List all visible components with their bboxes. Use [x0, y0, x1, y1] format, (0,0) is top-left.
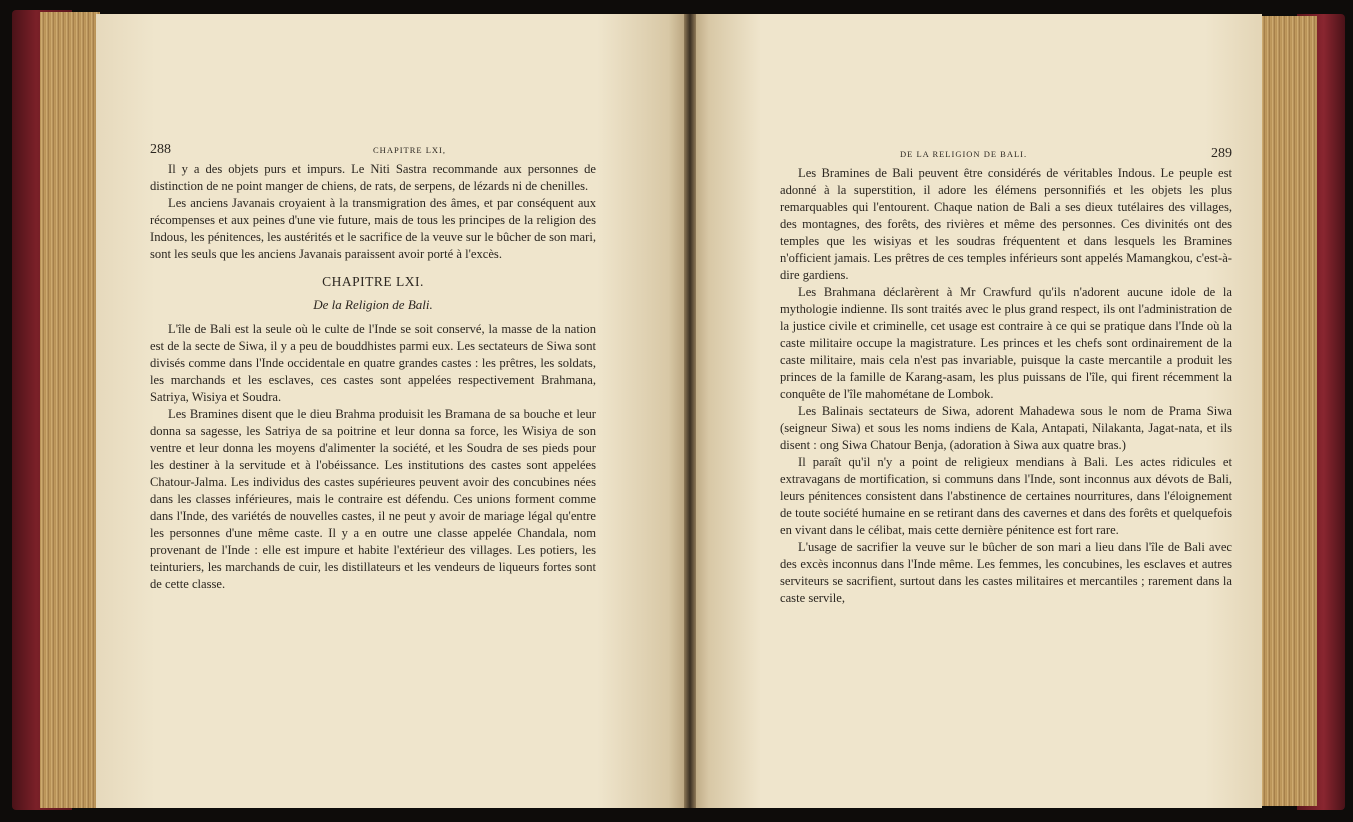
paragraph: Les Balinais sectateurs de Siwa, adorent Mahadewa sous le nom de Prama Siwa (seigneur Siwa) et sous les noms indiens de Kala, Antapati, Nilakanta, Jagat-nata, et ils disent : ong Siwa Chatour Benja, (adoration à Siwa aux quatre bras.) — [780, 404, 1232, 452]
chapter-subtitle: De la Religion de Bali. — [313, 297, 433, 312]
paragraph: Les anciens Javanais croyaient à la transmigration des âmes, et par conséquent aux récompenses et aux peines d'une vie future, mais de tous les principes de la religion des Indous, les pénitences, les austérités et le sacrifice de la veuve sur le bûcher de son mari, sont les seuls que les anciens Javanais paraissent avoir porté à l'excès. — [150, 196, 596, 261]
paragraph: Il paraît qu'il n'y a point de religieux mendians à Bali. Les actes ridicules et extravagans de mortification, si communs dans l'Inde, sont inconnus aux dévots de Bali, leurs pénitences consistent dans l'abstinence de certaines nourritures, dans l'éloignement de toute société humaine en se retirant dans des cavernes et dans des forêts et quelquefois en vivant dans le célibat, mais cette dernière pénitence est fort rare. — [780, 455, 1232, 537]
page-number-right: 289 — [1211, 146, 1232, 161]
right-running-header — [780, 145, 1232, 165]
book-gutter — [684, 14, 696, 808]
chapter-title: CHAPITRE LXI. — [322, 274, 424, 289]
paragraph: Les Bramines de Bali peuvent être considérés de véritables Indous. Le peuple est adonné à la superstition, il adore les élémens personnifiés et les objets les plus remarquables qui l'entourent. Chaque nation de Bali a ses dieux tutélaires des villages, des montagnes, des forêts, des rivières et même des personnes. Ces divinités ont des temples que les wisiyas et les soudras fréquentent et dans lesquels les Bramines n'officient jamais. Les prêtres de ces temples inférieurs sont appelés Mamangkou, c'est-à-dire gardiens. — [780, 166, 1232, 282]
paragraph: L'île de Bali est la seule où le culte de l'Inde se soit conservé, la masse de la nation est de la secte de Siwa, il y a peu de bouddhistes parmi eux. Les sectateurs de Siwa sont divisés comme dans l'Inde occidentale en quatre grandes castes : les prêtres, les soldats, les marchands et les esclaves, ces castes sont appelées respectivement Brahmana, Satriya, Wisiya et Soudra. — [150, 322, 596, 404]
paragraph: L'usage de sacrifier la veuve sur le bûcher de son mari a lieu dans l'île de Bali avec des excès inconnus dans l'Inde même. Les femmes, les concubines, les esclaves et autres serviteurs se sacrifient, surtout dans les castes militaires et mercantiles ; rarement dans la caste servile, — [780, 540, 1232, 605]
left-running-header — [150, 141, 596, 161]
left-page-edges — [40, 12, 100, 808]
right-page-edges — [1261, 16, 1317, 806]
paragraph: Il y a des objets purs et impurs. Le Niti Sastra recommande aux personnes de distinction de ne point manger de chiens, de rats, de serpens, de lézards ni de chenilles. — [150, 162, 596, 193]
left-page-text — [150, 141, 596, 593]
paragraph: Les Bramines disent que le dieu Brahma produisit les Bramana de sa bouche et leur donna sa sagesse, les Satriya de sa poitrine et leur donna sa force, les Wisiya de son ventre et leur donna les moyens d'alimenter la société, et les Soudra de ses pieds pour les destiner à la servitude et à l'obéissance. Les institutions des castes sont appelées Chatour-Jalma. Les individus des castes supérieures peuvent avoir des concubines nées dans les classes inférieures, mais le contraire est défendu. Ces unions forment comme dans l'Inde, des variétés de nouvelles castes, il ne peut y avoir de mariage légal qu'entre les personnes d'une même caste. Il y a en outre une classe appelée Chandala, nom provenant de l'Inde : elle est impure et habite l'extérieur des villages. Les potiers, les teinturiers, les marchands de cuir, les distillateurs et les vendeurs de liqueurs fortes sont de cette classe. — [150, 407, 596, 591]
running-head-left: CHAPITRE LXI, — [373, 145, 446, 155]
paragraph: Les Brahmana déclarèrent à Mr Crawfurd qu'ils n'adorent aucune idole de la mythologie indienne. Ils sont traités avec le plus grand respect, ils ont l'administration de la justice civile et criminelle, cet usage est contraire à ce qui se pratique dans l'Inde où la caste militaire occupe la magistrature. Les princes et les chefs sont ordinairement de la caste militaire, mais cela n'est pas invariable, puisque la caste mercantile a produit les princes de la famille de Karang-asam, les plus puissans de l'île, qui firent récemment la conquête de l'île mahométane de Lombok. — [780, 285, 1232, 401]
page-number-left: 288 — [150, 142, 171, 157]
right-page-text — [780, 145, 1232, 607]
running-head-right: DE LA RELIGION DE BALI. — [900, 149, 1028, 159]
